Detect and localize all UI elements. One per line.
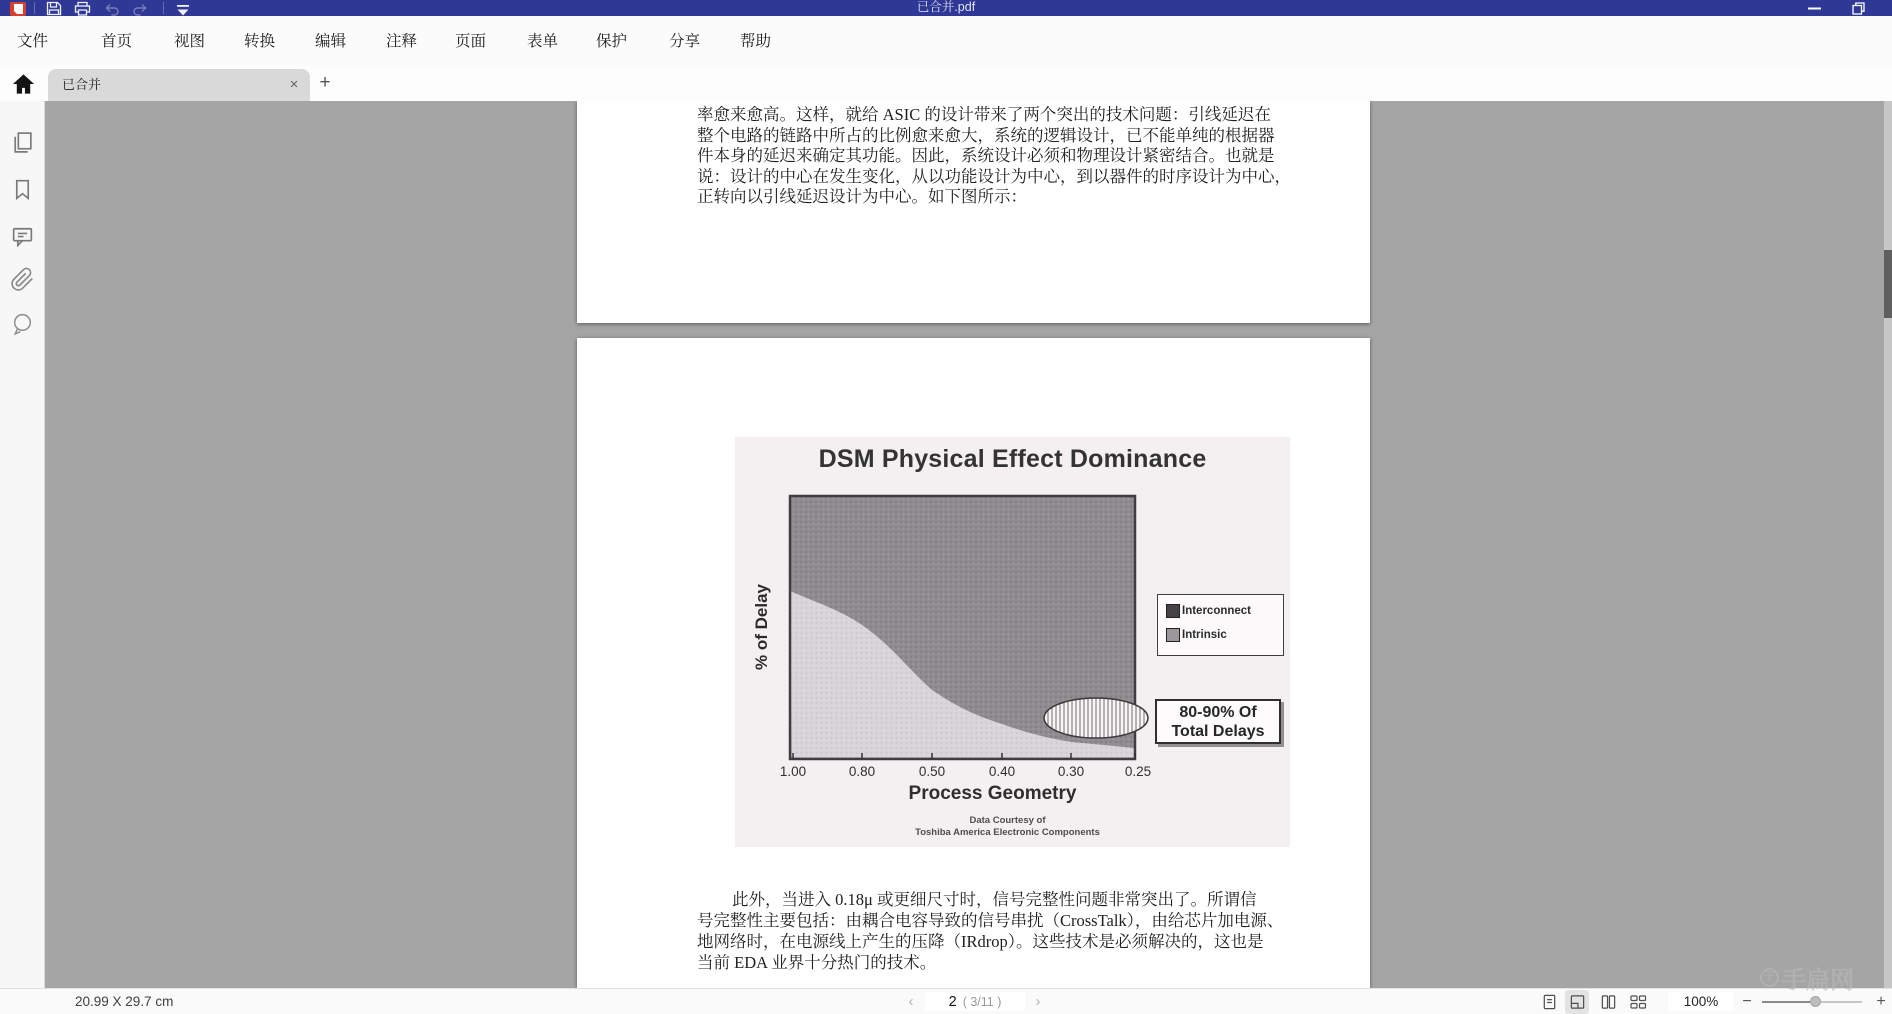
watermark-text: 手扁网 [1782,967,1854,994]
attachments-icon[interactable] [10,267,35,292]
single-page-view-button[interactable] [1537,990,1561,1014]
text-line: 整个电路的链路中所占的比例愈来愈大，系统的逻辑设计，已不能单纯的根据器 [697,125,1275,145]
text-line: 此外，当进入 0.18μ 或更细尺寸时，信号完整性问题非常突出了。所谓信 [732,890,1257,909]
window-title: 已合并.pdf [916,0,976,14]
menu-form[interactable]: 表单 [527,33,559,50]
text-line: 正转向以引线延迟设计为中心。如下图所示： [697,187,1027,206]
document-tab[interactable] [48,69,310,101]
text-line: 地网络时，在电源线上产生的压降（IRdrop）。这些技术是必须解决的，这也是 [697,932,1264,951]
zoom-level-input[interactable]: 100% [1668,992,1734,1011]
continuous-view-icon [1569,993,1586,1011]
interconnect-swatch [1166,604,1180,618]
x-tick-label: 0.80 [848,764,876,779]
new-tab-button[interactable]: + [319,72,331,93]
tab-close-icon[interactable]: × [289,76,299,93]
previous-page-button[interactable]: ‹ [908,993,914,1010]
multi-page-grid-icon [1629,993,1647,1011]
page-number-input[interactable] [925,992,1025,1011]
multi-page-grid-view-button[interactable] [1626,990,1650,1014]
minimize-button[interactable] [1796,0,1832,16]
document-canvas[interactable] [45,101,1884,988]
text-line: 说：设计的中心在发生变化，从以功能设计为中心，到以器件的时序设计为中心， [697,166,1291,186]
menu-protect[interactable]: 保护 [596,33,628,50]
text-line: 件本身的延迟来确定其功能。因此，系统设计必须和物理设计紧密结合。也就是 [697,146,1275,165]
menu-edit[interactable]: 编辑 [315,33,347,50]
text-line: 当前 EDA 业界十分热门的技术。 [697,953,937,972]
delay-highlight-ellipse [1044,698,1148,738]
maximize-button[interactable] [1840,0,1876,16]
menu-file[interactable]: 文件 [17,33,49,50]
facing-pages-view-button[interactable] [1596,990,1620,1014]
pdf-page-1 [577,101,1370,323]
comments-icon[interactable] [10,223,35,248]
menu-bar [0,16,1892,66]
legend-label: Interconnect [1182,605,1252,617]
x-tick-label: 1.00 [779,764,807,779]
watermark-logo-icon: 干 [1760,968,1779,987]
menu-share[interactable]: 分享 [669,33,701,50]
chart-legend [1157,594,1284,656]
menu-page[interactable]: 页面 [455,33,487,50]
menu-convert[interactable]: 转换 [244,33,276,50]
zoom-out-button[interactable]: − [1742,993,1752,1010]
zoom-in-button[interactable]: + [1876,993,1886,1010]
chart-plot-area [790,496,1135,759]
menu-help[interactable]: 帮助 [740,33,772,50]
paragraph-block [697,889,1284,973]
chart-title: DSM Physical Effect Dominance [818,445,1207,473]
tab-bar [0,66,1892,101]
page-thumbnails-icon[interactable] [10,130,35,155]
intrinsic-swatch [1166,628,1180,642]
chart-x-axis-label: Process Geometry [908,783,1077,804]
page-count-label: ( 3/11 ) [962,994,1002,1009]
x-tick-label: 0.25 [1124,764,1152,779]
continuous-view-button[interactable] [1565,990,1589,1014]
annotation-line: Total Delays [1171,723,1265,740]
zoom-slider-handle[interactable] [1810,996,1821,1007]
facing-pages-icon [1600,993,1617,1011]
next-page-button[interactable]: › [1035,993,1041,1010]
legend-item [1166,628,1227,642]
close-button[interactable] [1884,0,1892,16]
feedback-chat-icon[interactable] [10,311,35,336]
chart-annotation-box [1155,699,1281,744]
status-bar [0,988,1892,1014]
text-line: 率愈来愈高。这样，就给 ASIC 的设计带来了两个突出的技术问题：引线延迟在 [697,105,1271,124]
main-area [0,101,1892,988]
text-line: 号完整性主要包括：由耦合电容导致的信号串扰（CrossTalk），由给芯片加电源、 [697,911,1284,930]
home-tab-button[interactable] [8,69,38,99]
chart-y-axis-label: % of Delay [752,584,771,670]
document-tab-label: 已合并 [62,77,102,92]
annotation-line: 80-90% Of [1179,704,1257,721]
navigation-panel-rail [0,101,45,988]
chart-source-line: Toshiba America Electronic Components [915,827,1100,838]
dsm-chart-figure [735,437,1290,847]
chart-source-line: Data Courtesy of [969,815,1046,826]
zoom-slider-fill [1762,1001,1815,1003]
paragraph-block [697,105,1291,208]
current-page-value[interactable]: 2 [948,993,957,1010]
page-dimensions-label: 20.99 X 29.7 cm [75,994,174,1009]
menu-comment[interactable]: 注释 [386,33,418,50]
x-tick-label: 0.40 [988,764,1016,779]
legend-label: Intrinsic [1182,629,1227,641]
menu-view[interactable]: 视图 [174,33,206,50]
site-watermark [1760,960,1854,995]
vertical-scrollbar[interactable] [1884,101,1892,988]
menu-home[interactable]: 首页 [101,33,133,50]
title-bar [0,0,1892,16]
bookmarks-icon[interactable] [10,177,35,202]
home-icon [12,73,35,95]
legend-item [1166,604,1251,618]
pdf-page-2 [577,338,1370,988]
single-page-icon [1541,993,1558,1011]
x-tick-label: 0.30 [1057,764,1085,779]
scrollbar-thumb[interactable] [1884,250,1892,318]
x-tick-label: 0.50 [918,764,946,779]
